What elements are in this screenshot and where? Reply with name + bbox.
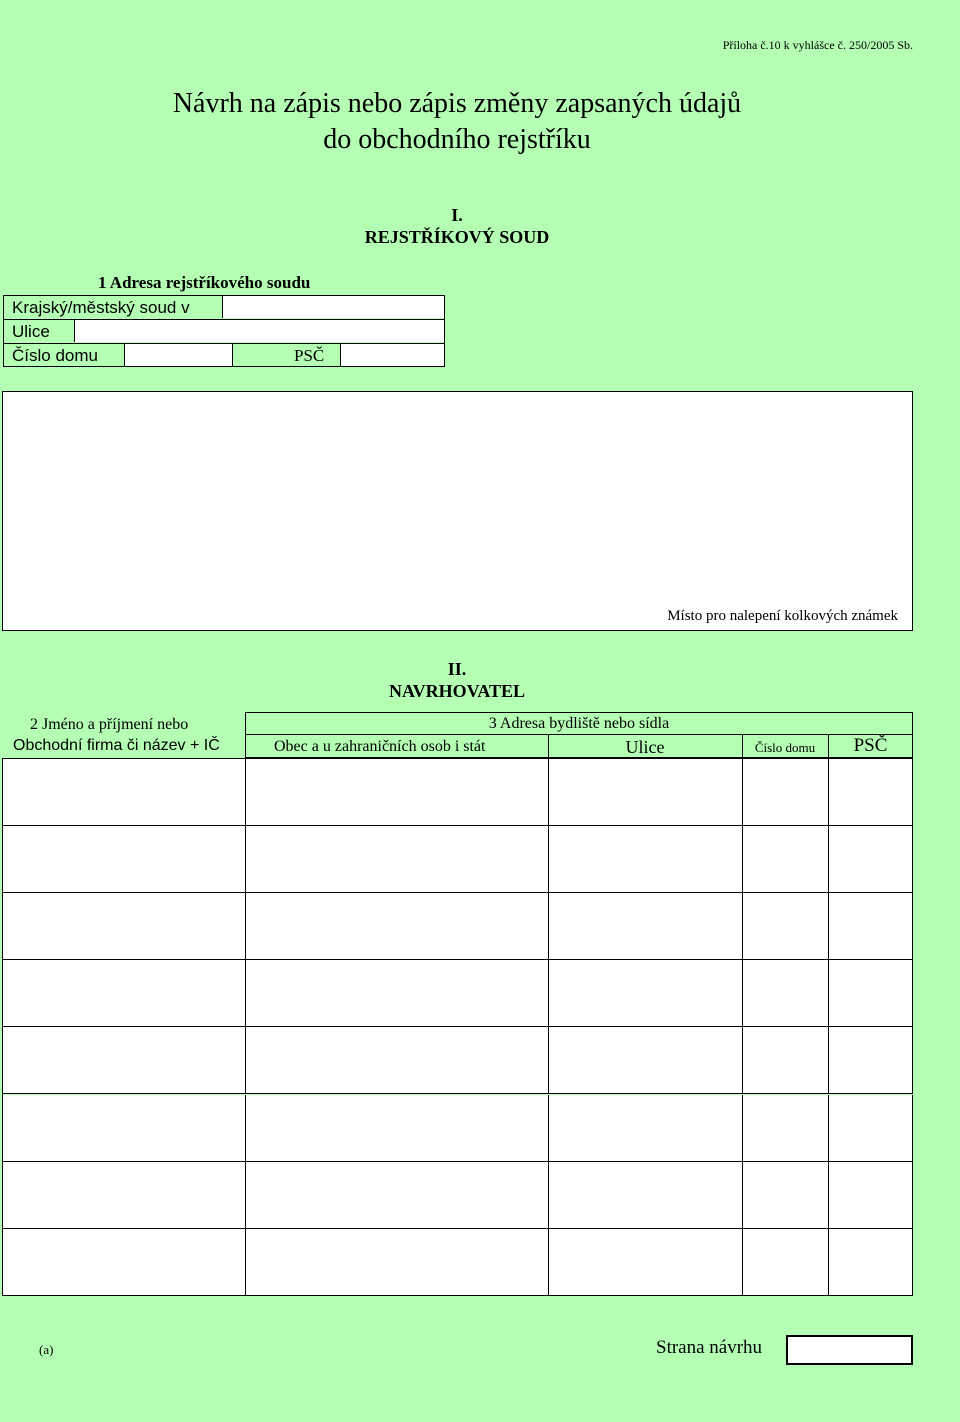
table-row <box>3 893 913 960</box>
stamp-area <box>2 391 913 631</box>
city-cell[interactable] <box>246 1162 549 1229</box>
zip-field[interactable] <box>340 344 444 366</box>
form-variant: (a) <box>39 1342 54 1357</box>
zip-cell[interactable] <box>829 759 913 826</box>
name-cell[interactable] <box>3 1027 246 1094</box>
zip-cell[interactable] <box>829 1027 913 1094</box>
street-cell[interactable] <box>549 893 743 960</box>
court-field[interactable] <box>222 296 444 318</box>
court-address-caption: 1 Adresa rejstříkového soudu <box>98 273 311 292</box>
applicant-table <box>2 712 913 1296</box>
name-cell[interactable] <box>3 826 246 893</box>
col-street-header: Ulice <box>625 737 665 757</box>
zip-cell[interactable] <box>829 893 913 960</box>
table-row <box>3 1027 913 1094</box>
applicant-rows <box>2 758 913 1296</box>
form-title-line2: do obchodního rejstříku <box>323 124 591 155</box>
street-cell[interactable] <box>549 1095 743 1162</box>
page-number-field[interactable] <box>786 1335 913 1365</box>
name-cell[interactable] <box>3 1229 246 1296</box>
street-cell[interactable] <box>549 960 743 1027</box>
house-label: Číslo domu <box>12 346 98 365</box>
annex-note: Příloha č.10 k vyhlášce č. 250/2005 Sb. <box>722 38 913 52</box>
divider <box>742 734 743 758</box>
zip-cell[interactable] <box>829 1229 913 1296</box>
house-number-field[interactable] <box>124 344 232 366</box>
section1-title: REJSTŘÍKOVÝ SOUD <box>364 227 550 247</box>
section2-title: NAVRHOVATEL <box>388 681 526 701</box>
city-cell[interactable] <box>246 826 549 893</box>
col-house-header: Číslo domu <box>754 740 816 755</box>
city-cell[interactable] <box>246 1095 549 1162</box>
zip-cell[interactable] <box>829 1162 913 1229</box>
house-number-cell[interactable] <box>743 1229 829 1296</box>
house-row <box>4 344 444 368</box>
court-label: Krajský/městský soud v <box>12 298 190 317</box>
col-city-header: Obec a u zahraničních osob i stát <box>274 738 486 755</box>
col-zip-header: PSČ <box>853 735 888 756</box>
name-cell[interactable] <box>3 759 246 826</box>
divider <box>828 734 829 758</box>
street-cell[interactable] <box>549 1162 743 1229</box>
name-cell[interactable] <box>3 893 246 960</box>
section1-number: I. <box>451 205 463 225</box>
zip-cell[interactable] <box>829 1095 913 1162</box>
house-number-cell[interactable] <box>743 826 829 893</box>
street-cell[interactable] <box>549 759 743 826</box>
divider <box>548 734 549 758</box>
col-name-header-line2: Obchodní firma či název + IČ <box>13 737 220 754</box>
form-title-line1: Návrh na zápis nebo zápis změny zapsaných údajů <box>172 88 742 119</box>
name-cell[interactable] <box>3 1095 246 1162</box>
city-cell[interactable] <box>246 1229 549 1296</box>
house-number-cell[interactable] <box>743 1162 829 1229</box>
stamp-note: Místo pro nalepení kolkových známek <box>667 608 898 624</box>
col-name-header-line1: 2 Jméno a příjmení nebo <box>30 716 189 733</box>
house-number-cell[interactable] <box>743 960 829 1027</box>
city-cell[interactable] <box>246 960 549 1027</box>
table-row <box>3 826 913 893</box>
house-number-cell[interactable] <box>743 893 829 960</box>
page-label: Strana návrhu <box>656 1337 763 1358</box>
city-cell[interactable] <box>246 893 549 960</box>
street-row <box>4 320 444 344</box>
divider <box>232 344 233 367</box>
section2-number: II. <box>447 659 467 679</box>
zip-cell[interactable] <box>829 960 913 1027</box>
zip-cell[interactable] <box>829 826 913 893</box>
street-cell[interactable] <box>549 1229 743 1296</box>
city-cell[interactable] <box>246 759 549 826</box>
table-row <box>3 759 913 826</box>
name-cell[interactable] <box>3 1162 246 1229</box>
street-cell[interactable] <box>549 1027 743 1094</box>
court-row <box>4 296 444 320</box>
court-address-box <box>3 295 445 367</box>
house-number-cell[interactable] <box>743 1027 829 1094</box>
table-row <box>3 960 913 1027</box>
address-group-header: 3 Adresa bydliště nebo sídla <box>488 715 670 732</box>
street-label: Ulice <box>12 322 50 341</box>
street-field[interactable] <box>74 320 444 342</box>
table-row <box>3 1229 913 1296</box>
name-cell[interactable] <box>3 960 246 1027</box>
city-cell[interactable] <box>246 1027 549 1094</box>
house-number-cell[interactable] <box>743 759 829 826</box>
zip-label: PSČ <box>294 346 325 365</box>
table-row <box>3 1095 913 1162</box>
table-row <box>3 1162 913 1229</box>
house-number-cell[interactable] <box>743 1095 829 1162</box>
divider <box>245 734 913 735</box>
street-cell[interactable] <box>549 826 743 893</box>
